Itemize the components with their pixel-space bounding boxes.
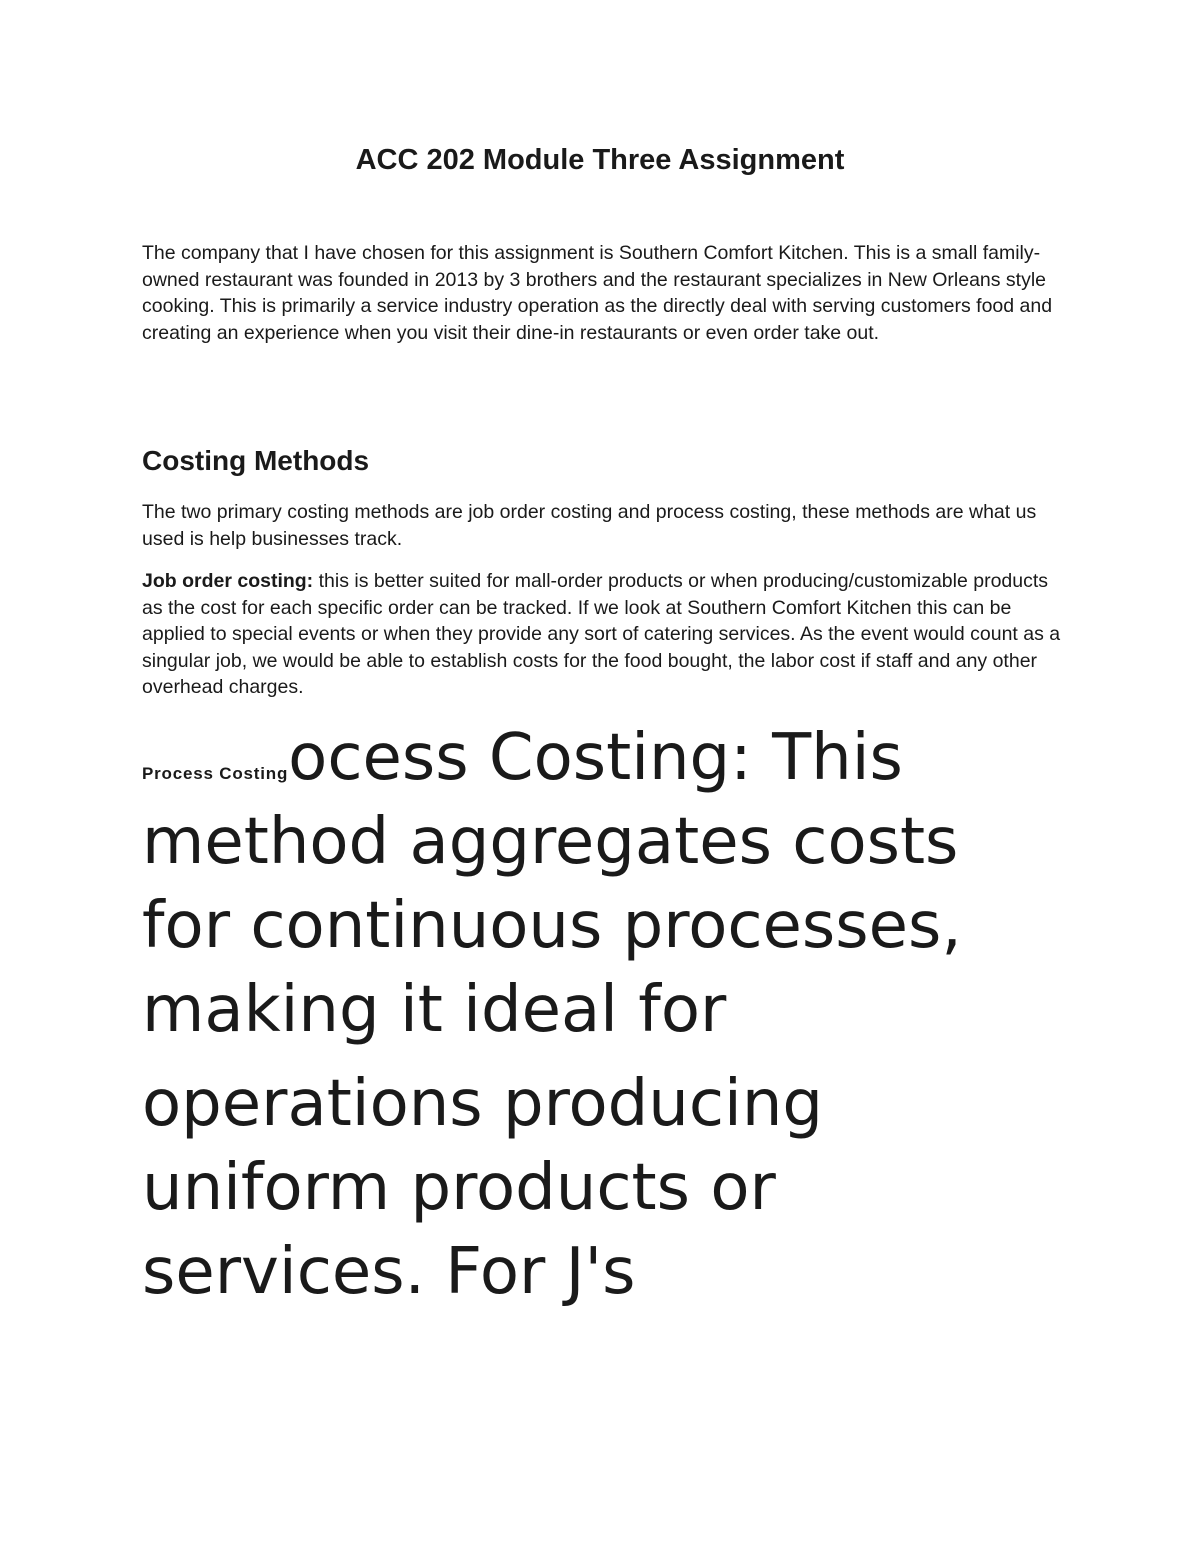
process-costing-line: uniform products or — [142, 1151, 776, 1225]
process-costing-block — [142, 716, 1182, 1314]
process-costing-line: operations producing — [142, 1067, 823, 1141]
section-heading-costing-methods: Costing Methods — [142, 445, 370, 476]
job-order-label: Job order costing: — [142, 570, 314, 592]
process-costing-line: services. For J's — [142, 1235, 636, 1309]
job-order-text: this is better suited for mall-order products or when producing/customizable products as the cost for each specific order can be tracked. If we look at Southern Comfort Kitchen this can be applied to special events or when they provide any sort of catering services. As the event would count as a singular job, we would be able to establish costs for the food bought, the labor cost if staff and any other overhead charges. — [142, 570, 1061, 699]
intro-paragraph: The company that I have chosen for this assignment is Southern Comfort Kitchen. This is a small family-owned restaurant was founded in 2013 by 3 brothers and the restaurant specializes in New Orleans style cooking. This is primarily a service industry operation as the directly deal with serving customers food and creating an experience when you visit their dine-in restaurants or even order take out. — [142, 242, 1053, 344]
process-costing-text: ocess Costing: This — [288, 721, 903, 795]
job-order-paragraph — [142, 568, 1062, 701]
process-costing-line: making it ideal for — [142, 973, 727, 1047]
process-costing-line — [142, 716, 1182, 800]
document-title: ACC 202 Module Three Assignment — [355, 144, 845, 176]
process-costing-line: for continuous processes, — [142, 889, 962, 963]
process-costing-label: Process Costing — [142, 764, 289, 783]
process-costing-line: method aggregates costs — [142, 805, 959, 879]
methods-paragraph: The two primary costing methods are job order costing and process costing, these methods are what us used is help businesses track. — [142, 501, 1037, 550]
